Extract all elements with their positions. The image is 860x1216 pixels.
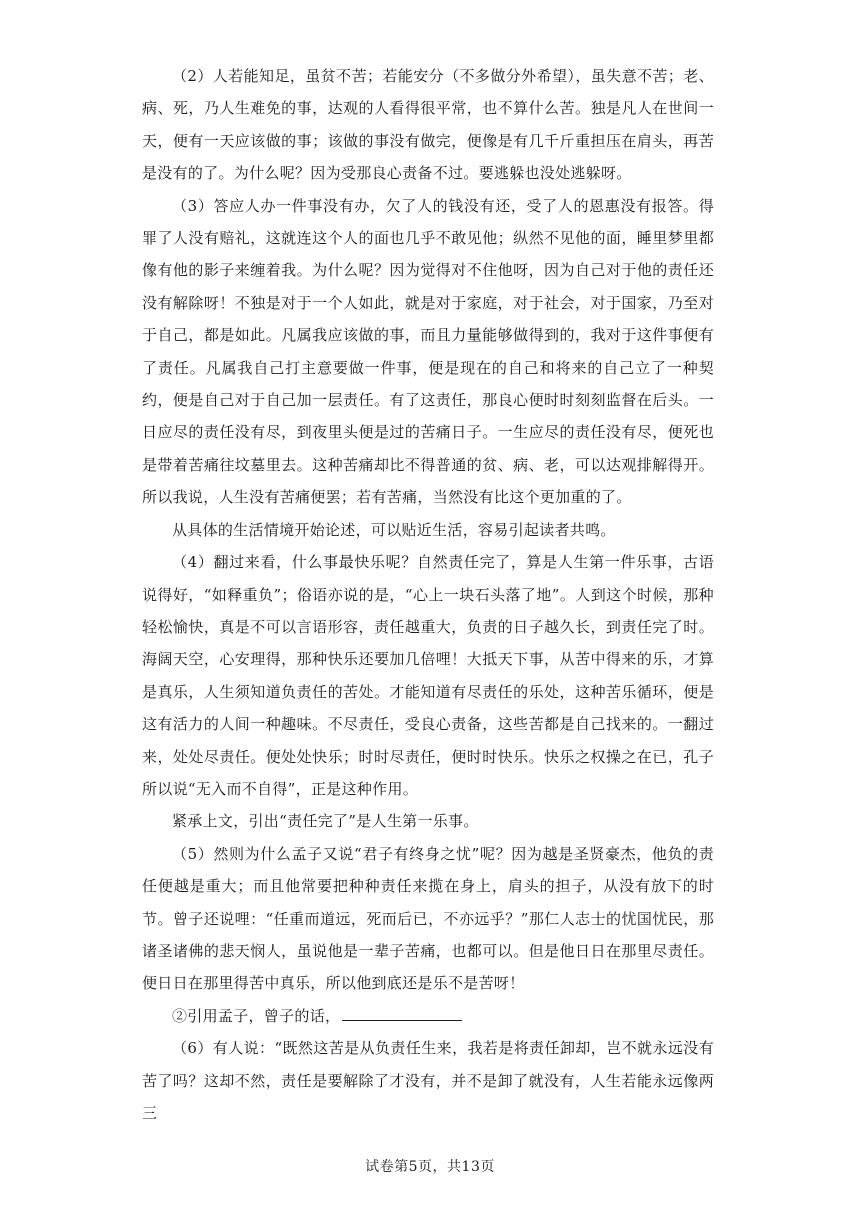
question-2-text: ②引用孟子，曾子的话， (172, 1006, 341, 1025)
question-2 (142, 1000, 714, 1032)
paragraph-4: （4）翻过来看，什么事最快乐呢？自然责任完了，算是人生第一件乐事，古语说得好，“如释重负”；俗语亦说的是，“心上一块石头落了地”。人到这个时候，那种轻松愉快，真是不可以言语形容，责任越重大，负责的日子越久长，到责任完了时。海阔天空，心安理得，那种快乐还要加几倍哩！大抵天下事，从苦中得来的乐，才算是真乐，人生须知道负责任的苦处。才能知道有尽责任的乐处，这种苦乐循环，便是这有活力的人间一种趣味。不尽责任，受良心责备，这些苦都是自己找来的。一翻过来，处处尽责任。便处处快乐；时时尽责任，便时时快乐。快乐之权操之在已，孔子所以说“无入而不自得”，正是这种作用。 (142, 553, 714, 798)
answer-blank (342, 1006, 462, 1021)
annotation-note-1: 从具体的生活情境开始论述，可以贴近生活，容易引起读者共鸣。 (172, 520, 616, 539)
paragraph-6: （6）有人说：“既然这苦是从负责任生来，我若是将责任卸却，岂不就永远没有苦了吗？这却不然，责任是要解除了才没有，并不是卸了就没有，人生若能永远像两三 (142, 1039, 714, 1122)
paragraph-5: （5）然则为什么孟子又说“君子有终身之忧”呢？因为越是圣贤豪杰，他负的责任便越是重大；而且他常要把种种责任来揽在身上，肩头的担子，从没有放下的时节。曾子还说哩：“任重而道远，死而后已，不亦远乎？”那仁人志士的忧国忧民，那诸圣诸佛的悲天悯人，虽说他是一辈子苦痛，也都可以。但是他日日在那里尽责任。便日日在那里得苦中真乐，所以他到底还是乐不是苦呀！ (142, 844, 714, 993)
paragraph-3: （3）答应人办一件事没有办，欠了人的钱没有还，受了人的恩惠没有报答。得罪了人没有赔礼，这就连这个人的面也几乎不敢见他；纵然不见他的面，睡里梦里都像有他的影子来缠着我。为什么呢？因为觉得对不住他呀，因为自己对于他的责任还没有解除呀！不独是对于一个人如此，就是对于家庭，对于社会，对于国家，乃至对于自己，都是如此。凡属我应该做的事，而且力量能够做得到的，我对于这件事便有了责任。凡属我自己打主意要做一件事，便是现在的自己和将来的自己立了一种契约，便是自己对于自己加一层责任。有了这责任，那良心便时时刻刻监督在后头。一日应尽的责任没有尽，到夜里头便是过的苦痛日子。一生应尽的责任没有尽，便死也是带着苦痛往坟墓里去。这种苦痛却比不得普通的贫、病、老，可以达观排解得开。所以我说，人生没有苦痛便罢；若有苦痛，当然没有比这个更加重的了。 (142, 196, 714, 507)
paragraph-2: （2）人若能知足，虽贫不苦；若能安分（不多做分外希望），虽失意不苦；老、病、死，乃人生难免的事，达观的人看得很平常，也不算什么苦。独是凡人在世间一天，便有一天应该做的事；该做的事没有做完，便像是有几千斤重担压在肩头，再苦是没有的了。为什么呢？因为受那良心责备不过。要逃躲也没处逃躲呀。 (142, 67, 714, 183)
annotation-note-2: 紧承上文，引出“责任完了”是人生第一乐事。 (172, 812, 479, 831)
document-body (142, 60, 714, 1129)
page-footer: 试卷第5页，共13页 (365, 1159, 495, 1175)
